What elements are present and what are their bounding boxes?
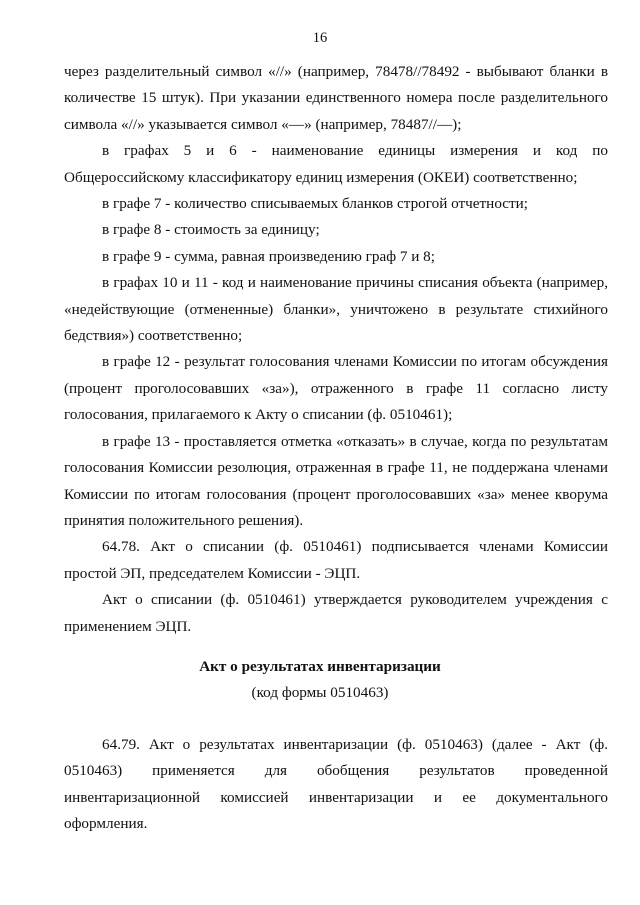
paragraph-continuation: через разделительный символ «//» (например, 78478//78492 - выбывают бланки в количестве 15 штук). При указании единственного номера после разделительного символа «//» указывается символ «—» (например, 78487//—); bbox=[64, 63, 608, 133]
paragraph-64-79: 64.79. Акт о результатах инвентаризации (ф. 0510463) (далее - Акт (ф. 0510463) применяется для обобщения результатов проведенной инвентаризационной комиссией инвентаризации и ее документального оформления. bbox=[64, 736, 608, 833]
paragraph-approval: Акт о списании (ф. 0510461) утверждается руководителем учреждения с применением ЭЦП. bbox=[64, 591, 608, 635]
paragraph-columns-5-6: в графах 5 и 6 - наименование единицы измерения и код по Общероссийскому классификатору единиц измерения (ОКЕИ) соответственно; bbox=[64, 142, 608, 186]
section-body bbox=[64, 732, 608, 838]
paragraph-columns-10-11: в графах 10 и 11 - код и наименование причины списания объекта (например, «недействующие (отмененные) бланки», уничтожено в результате стихийного бедствия») соответственно; bbox=[64, 274, 608, 345]
section-heading: Акт о результатах инвентаризации bbox=[199, 658, 441, 675]
page-number: 16 bbox=[312, 30, 328, 46]
section-subheading: (код формы 0510463) bbox=[251, 684, 389, 701]
document-body bbox=[64, 59, 608, 640]
paragraph-column-7: в графе 7 - количество списываемых бланков строгой отчетности; bbox=[102, 195, 529, 213]
paragraph-column-9: в графе 9 - сумма, равная произведению граф 7 и 8; bbox=[102, 247, 435, 265]
paragraph-64-78: 64.78. Акт о списании (ф. 0510461) подписывается членами Комиссии простой ЭП, председателем Комиссии - ЭЦП. bbox=[64, 538, 608, 582]
paragraph-column-12: в графе 12 - результат голосования членами Комиссии по итогам обсуждения (процент проголосовавших «за»), отраженного в графе 11 согласно листу голосования, прилагаемого к Акту о списании (ф. 0510461); bbox=[64, 353, 608, 424]
paragraph-column-8: в графе 8 - стоимость за единицу; bbox=[102, 221, 320, 239]
paragraph-column-13: в графе 13 - проставляется отметка «отказать» в случае, когда по результатам голосования Комиссии резолюция, отраженная в графе 11, не поддержана членами Комиссии по итогам голосования (процент проголосовавших «за» менее кворума принятия положительного решения). bbox=[64, 432, 608, 529]
